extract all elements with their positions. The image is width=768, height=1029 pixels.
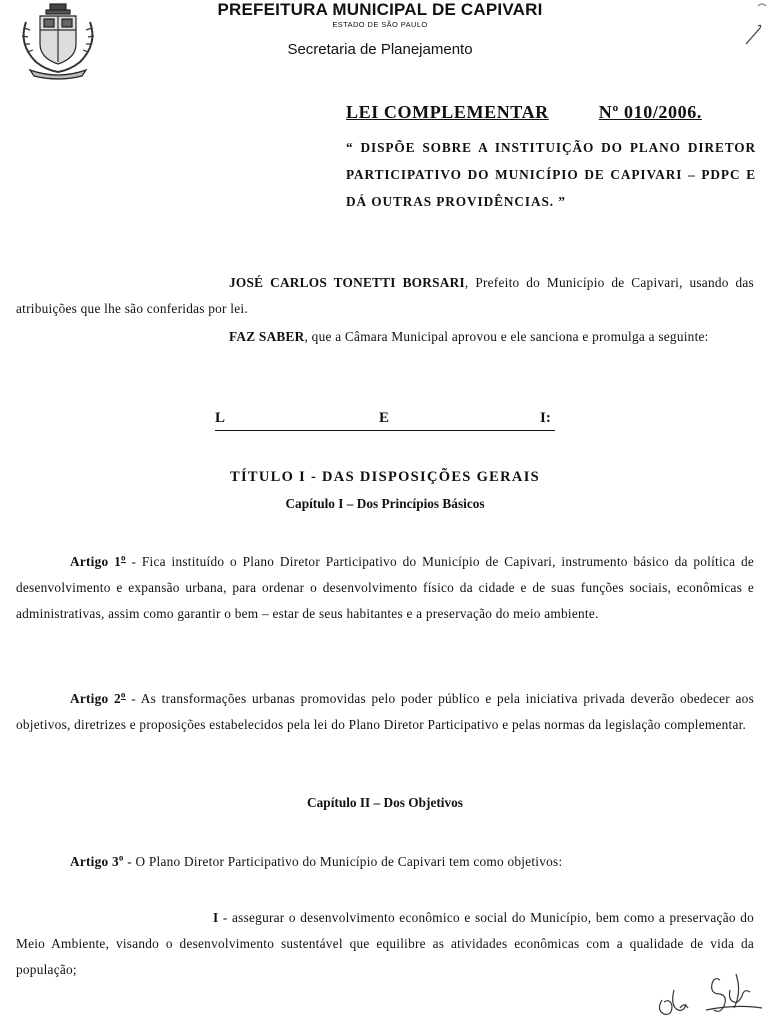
municipality-title: PREFEITURA MUNICIPAL DE CAPIVARI [217,0,543,19]
article-3-label: Artigo 3 [70,854,119,869]
article-2-label: Artigo 2 [70,691,121,706]
article-2-ordinal: o [120,689,126,700]
municipal-coat-of-arms-icon [16,2,100,80]
lei-letter-e: E [379,410,390,426]
article-1-text: - Fica instituído o Plano Diretor Participativo do Município de Capivari, instrumento básico da política de desenvolvimento e expansão urbana, para ordenar o desenvolvimento físico da cidade e de suas funções sociais, econômicas e administrativas, assim como garantir o bem – estar de seus habitantes e a preservação do meio ambiente. [16,554,754,621]
handwritten-initials-icon [640,960,768,1024]
article-1-label: Artigo 1 [70,554,122,569]
intro-paragraph [16,270,754,322]
lei-title [215,410,555,431]
chapter-2-heading: Capítulo II – Dos Objetivos [307,795,463,810]
article-1-ordinal: o [121,552,126,563]
state-subtitle: ESTADO DE SÃO PAULO [332,20,428,29]
article-3-text: - O Plano Diretor Participativo do Município de Capivari tem como objetivos: [123,854,563,869]
law-summary: “ DISPÕE SOBRE A INSTITUIÇÃO DO PLANO DIRETOR PARTICIPATIVO DO MUNICÍPIO DE CAPIVARI – PDPC E DÁ OUTRAS PROVIDÊNCIAS. ” [346,140,756,209]
mayor-name: JOSÉ CARLOS TONETTI BORSARI [229,275,465,290]
law-heading [346,102,702,123]
law-number: Nº 010/2006. [598,102,702,122]
item-1-text: - assegurar o desenvolvimento econômico e social do Município, bem como a preservação do Meio Ambiente, visando o desenvolvimento sustentável que equilibre as atividades econômicas com a qualidade de vida da população; [16,910,754,977]
article-2-text: - As transformações urbanas promovidas pelo poder público e pela iniciativa privada deverão obedecer aos objetivos, diretrizes e proposições estabelecidos pela lei do Plano Diretor Participativo e pelas normas da legislação complementar. [16,691,755,732]
faz-saber-paragraph [16,324,754,350]
title-heading: TÍTULO I - DAS DISPOSIÇÕES GERAIS [229,469,541,485]
handwritten-corner-mark-icon [700,0,768,60]
article-3 [16,849,754,875]
law-type: LEI COMPLEMENTAR [346,102,549,122]
lei-letter-l: L [215,410,226,426]
lei-letter-i: I: [540,410,551,426]
department-name: Secretaria de Planejamento [287,41,473,58]
article-3-ordinal: o [118,852,124,863]
faz-saber-text: , que a Câmara Municipal aprovou e ele sanciona e promulga a seguinte: [304,329,709,344]
article-2 [16,686,754,738]
item-1-label: I [213,910,219,925]
intro-text: , Prefeito do Município de Capivari, usando das atribuições que lhe são conferidas por lei. [16,275,754,316]
faz-saber-label: FAZ SABER [229,329,305,344]
chapter-1-heading: Capítulo I – Dos Princípios Básicos [285,496,485,511]
article-1 [16,549,754,627]
